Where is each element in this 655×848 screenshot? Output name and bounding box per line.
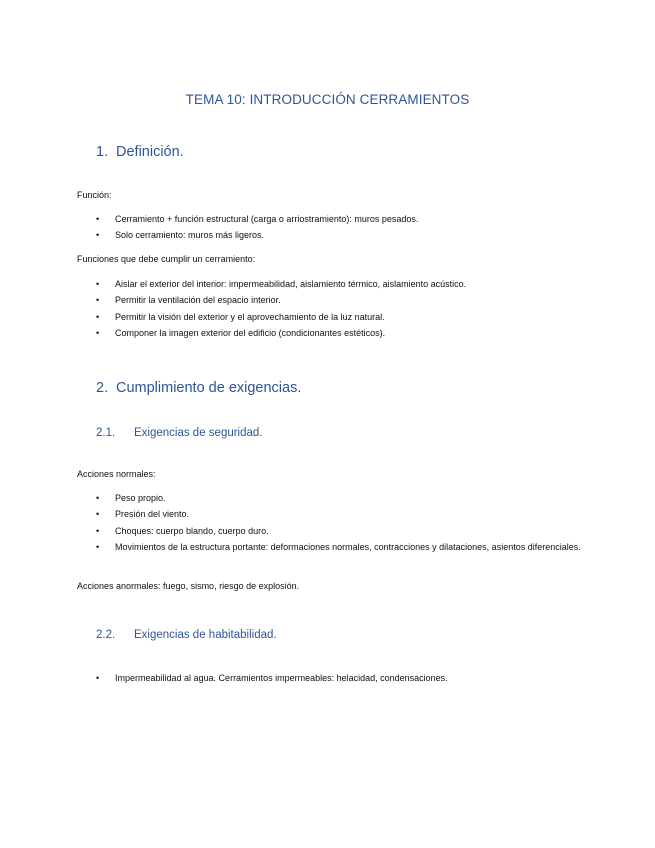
list-item: • Cerramiento + función estructural (carga o arriostramiento): muros pesados. <box>96 211 586 227</box>
section-2-2-title: Exigencias de habitabilidad. <box>134 629 277 641</box>
bullet-icon: • <box>96 279 100 289</box>
list-item: • Impermeabilidad al agua. Cerramientos impermeables: helacidad, condensaciones. <box>96 670 586 686</box>
list-item: • Componer la imagen exterior del edificio (condicionantes estéticos). <box>96 325 586 341</box>
bullet-icon: • <box>96 673 100 683</box>
bullet-icon: • <box>96 509 100 520</box>
habitabilidad-list <box>96 670 586 686</box>
section-2-2-number: 2.2. <box>96 629 116 641</box>
section-2-1-title: Exigencias de seguridad. <box>134 427 263 439</box>
section-2-2-heading <box>96 629 277 641</box>
list-item: • Solo cerramiento: muros más ligeros. <box>96 227 586 243</box>
list-item: • Presión del viento. <box>96 506 586 522</box>
section-2-1-number: 2.1. <box>96 427 116 439</box>
section-2-title: Cumplimiento de exigencias. <box>116 380 302 396</box>
list-item: • Movimientos de la estructura portante: deformaciones normales, contracciones y dilataciones, asientos diferenciales. <box>96 539 586 555</box>
bullet-icon: • <box>96 311 100 322</box>
section-1-title: Definición. <box>116 144 184 160</box>
list-item: • Permitir la ventilación del espacio interior. <box>96 292 586 308</box>
list-item: • Aislar el exterior del interior: impermeabilidad, aislamiento térmico, aislamiento acústico. <box>96 276 586 292</box>
bullet-icon: • <box>96 525 100 536</box>
section-2-heading <box>96 380 301 396</box>
funciones-label: Funciones que debe cumplir un cerramiento: <box>77 254 256 264</box>
section-2-number: 2. <box>96 380 109 396</box>
list-item: • Permitir la visión del exterior y el aprovechamiento de la luz natural. <box>96 309 586 325</box>
bullet-icon: • <box>96 328 100 339</box>
bullet-icon: • <box>96 214 100 224</box>
bullet-icon: • <box>96 542 100 553</box>
list-item: • Choques: cuerpo blando, cuerpo duro. <box>96 523 586 539</box>
bullet-icon: • <box>96 493 100 503</box>
section-2-1-heading <box>96 427 263 439</box>
list-item: • Peso propio. <box>96 490 586 506</box>
section-1-number: 1. <box>96 144 109 160</box>
funcion-label: Función: <box>77 190 112 200</box>
acciones-anormales: Acciones anormales: fuego, sismo, riesgo de explosión. <box>77 581 300 591</box>
acciones-normales-label: Acciones normales: <box>77 469 156 479</box>
section-1-heading <box>96 144 184 160</box>
bullet-icon: • <box>96 230 100 241</box>
acciones-normales-list <box>96 490 586 556</box>
document-title: TEMA 10: INTRODUCCIÓN CERRAMIENTOS <box>185 92 470 107</box>
bullet-icon: • <box>96 295 100 306</box>
funciones-list <box>96 276 586 342</box>
funcion-list <box>96 211 586 244</box>
